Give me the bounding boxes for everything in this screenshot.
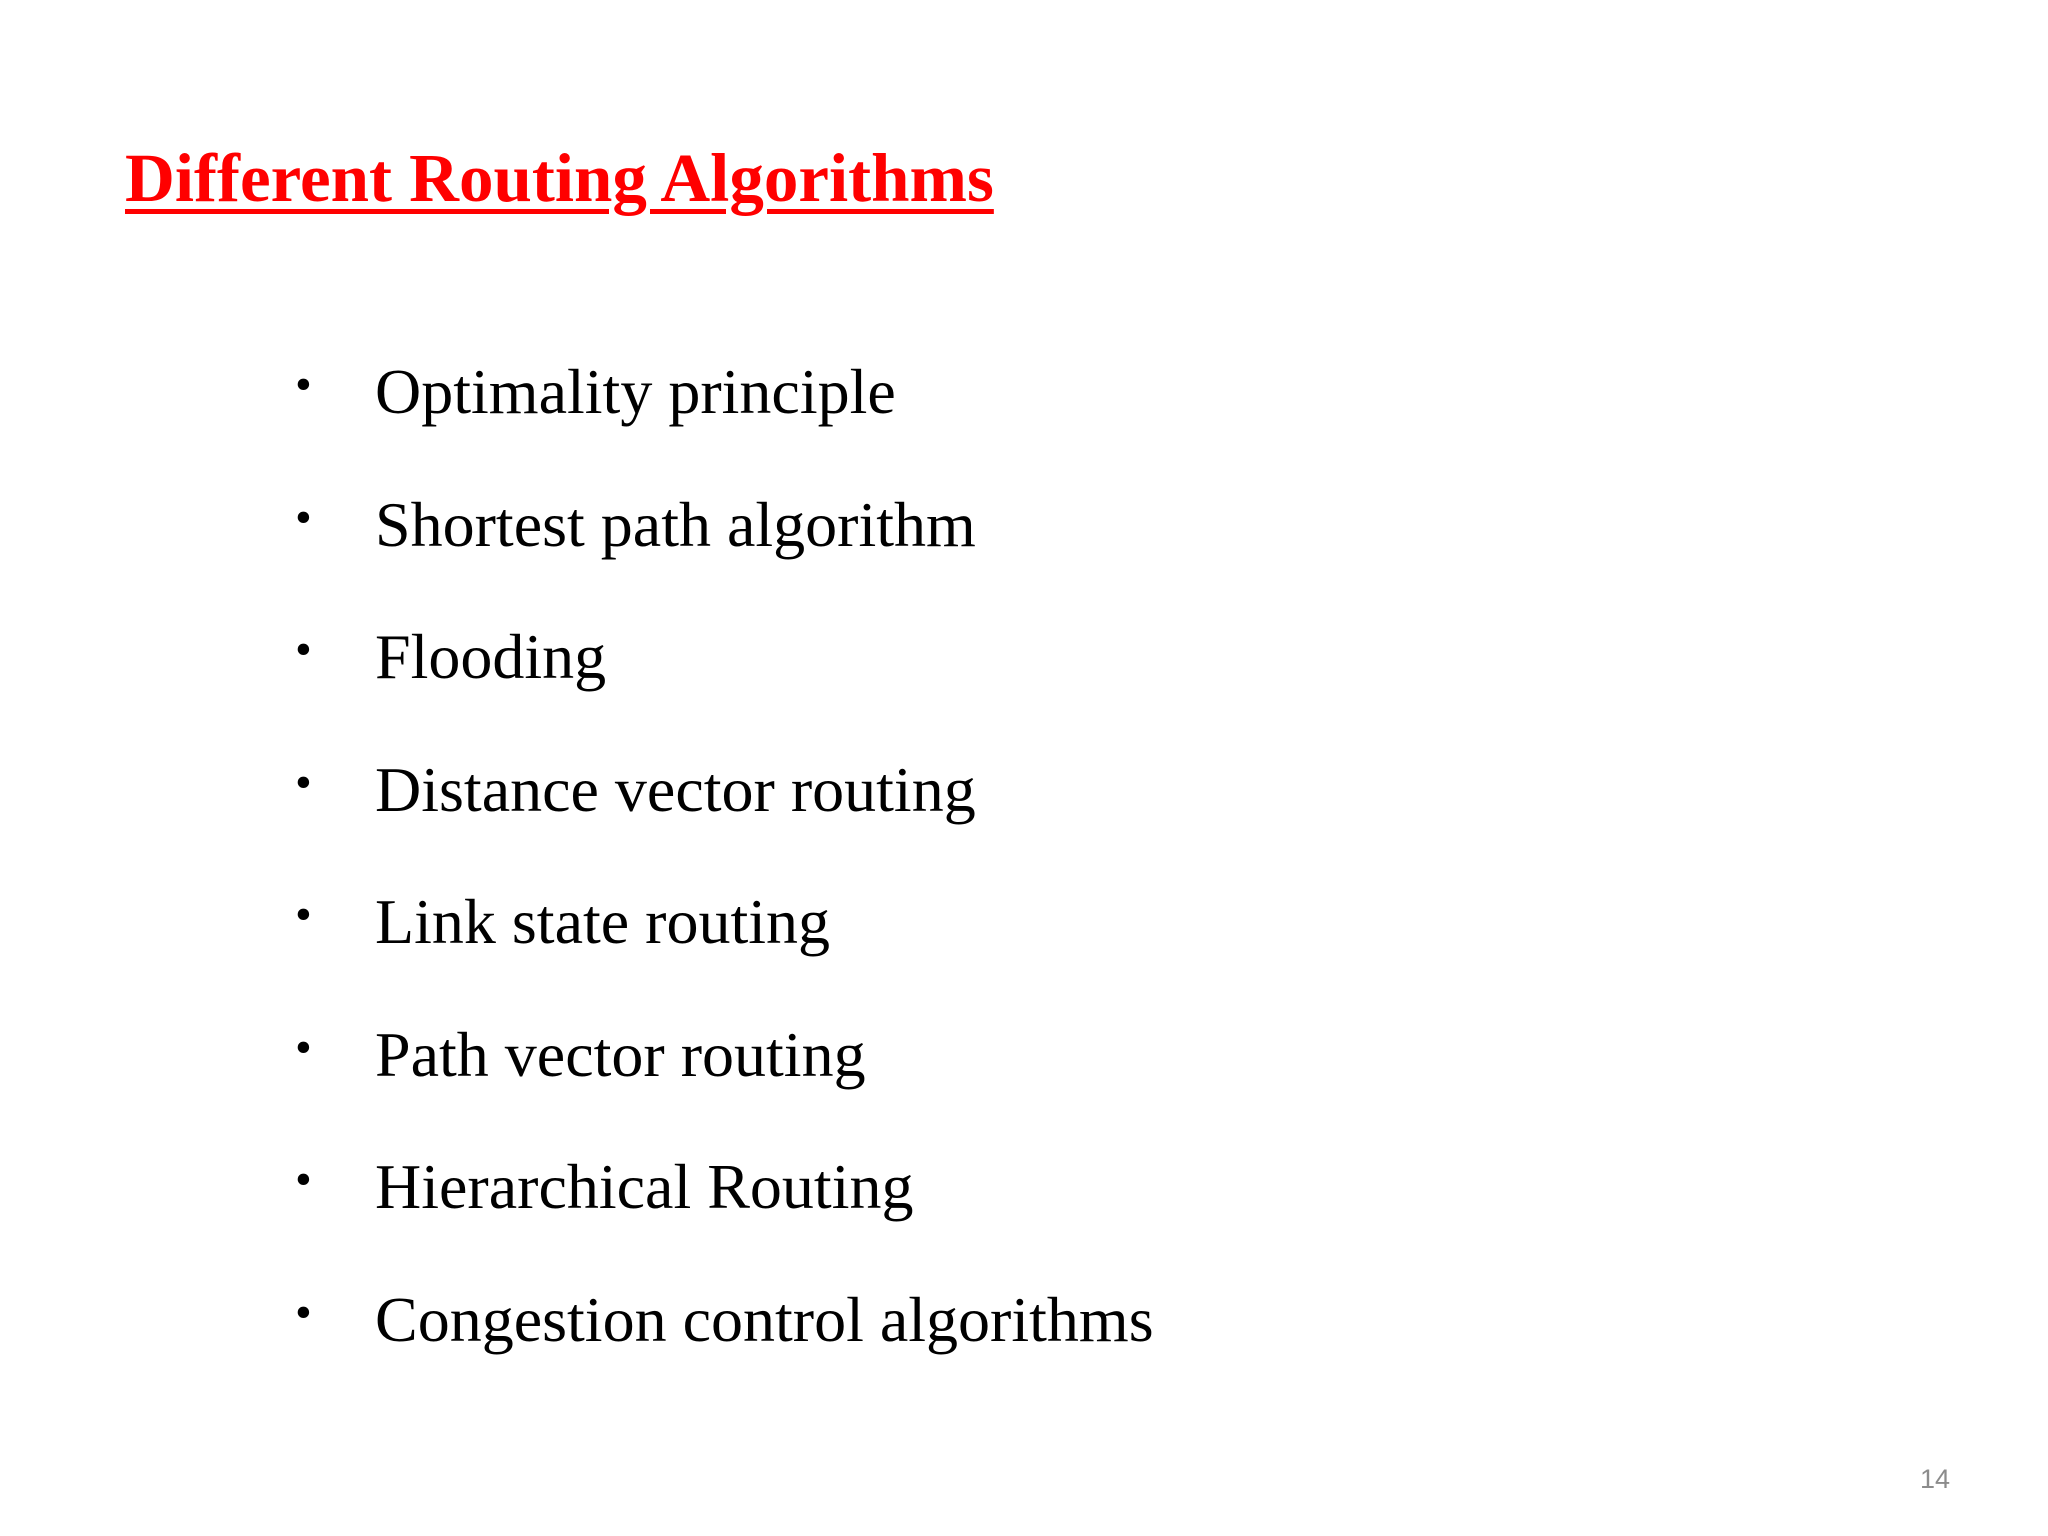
list-item [295,615,1154,748]
list-item [295,1278,1154,1411]
list-item-label: Optimality principle [375,356,896,427]
list-item [295,350,1154,483]
list-item-label: Congestion control algorithms [375,1283,1154,1355]
list-item-label: Path vector routing [375,1018,866,1090]
list-item-label: Distance vector routing [375,753,976,825]
bullet-icon: • [295,1153,312,1206]
slide-title: Different Routing Algorithms [125,140,994,216]
bullet-list [295,350,1154,1410]
list-item [295,1013,1154,1146]
list-item-label: Flooding [375,621,607,692]
bullet-icon: • [295,888,312,941]
list-item-label: Shortest path algorithm [375,488,976,560]
bullet-icon: • [295,358,312,411]
list-item-label: Link state routing [375,886,831,957]
list-item [295,483,1154,616]
bullet-icon: • [295,623,312,676]
bullet-icon: • [295,1285,312,1339]
bullet-icon: • [295,755,312,809]
bullet-icon: • [295,1020,312,1074]
bullet-icon: • [295,490,312,544]
list-item-label: Hierarchical Routing [375,1151,914,1222]
list-item [295,748,1154,881]
page-number: 14 [1919,1464,1950,1494]
list-item [295,1145,1154,1278]
list-item [295,880,1154,1013]
